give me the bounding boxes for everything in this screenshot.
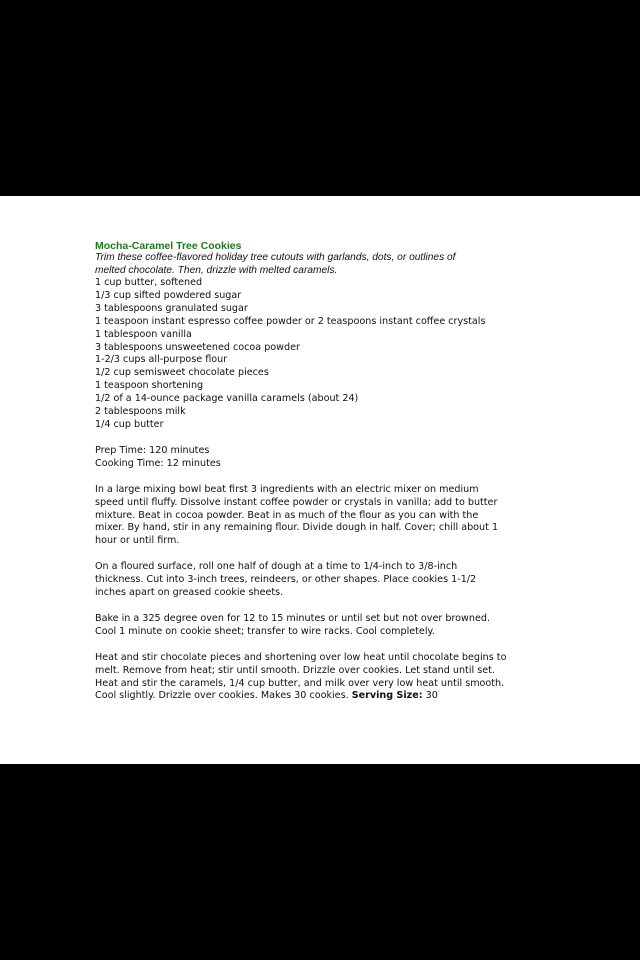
step-line: thickness. Cut into 3-inch trees, reindeers, or other shapes. Place cookies 1-1/2 — [95, 574, 477, 586]
ingredient-item: 2 tablespoons milk — [95, 406, 186, 418]
step-line: In a large mixing bowl beat first 3 ingredients with an electric mixer on medium — [95, 483, 479, 495]
step-paragraph-3 — [95, 613, 565, 639]
serving-size-value: 30 — [425, 690, 438, 702]
step-line: Heat and stir the caramels, 1/4 cup butter, and milk over very low heat until smooth. — [95, 677, 505, 689]
top-black-band — [0, 0, 640, 196]
step-line: melt. Remove from heat; stir until smooth. Drizzle over cookies. Let stand until set. — [95, 664, 495, 676]
ingredient-item: 3 tablespoons granulated sugar — [95, 302, 248, 314]
step-paragraph-2 — [95, 561, 565, 600]
recipe-intro — [95, 252, 565, 277]
bottom-black-band — [0, 764, 640, 960]
ingredient-item: 1 tablespoon vanilla — [95, 328, 192, 340]
step-line: Heat and stir chocolate pieces and shortening over low heat until chocolate begins to — [95, 651, 507, 663]
recipe-content — [95, 240, 565, 703]
step-line: mixer. By hand, stir in any remaining flour. Divide dough in half. Cover; chill about 1 — [95, 522, 499, 534]
prep-time: Prep Time: 120 minutes — [95, 444, 210, 456]
step-paragraph-1 — [95, 484, 565, 549]
ingredient-item: 1/3 cup sifted powdered sugar — [95, 289, 242, 301]
recipe-page — [0, 196, 640, 764]
recipe-times — [95, 445, 565, 471]
step-line: inches apart on greased cookie sheets. — [95, 587, 284, 599]
ingredient-item: 1/2 cup semisweet chocolate pieces — [95, 367, 269, 379]
step-line: speed until fluffy. Dissolve instant coffee powder or crystals in vanilla; add to butter — [95, 496, 498, 508]
step-paragraph-4 — [95, 652, 565, 704]
ingredient-item: 1/2 of a 14-ounce package vanilla caramels (about 24) — [95, 393, 359, 405]
ingredient-item: 1/4 cup butter — [95, 418, 164, 430]
ingredient-item: 1-2/3 cups all-purpose flour — [95, 354, 228, 366]
step-line: mixture. Beat in cocoa powder. Beat in as much of the flour as you can with the — [95, 509, 479, 521]
step-line: Cool 1 minute on cookie sheet; transfer to wire racks. Cool completely. — [95, 625, 435, 637]
ingredient-item: 1 teaspoon shortening — [95, 380, 204, 392]
step-line: On a floured surface, roll one half of dough at a time to 1/4-inch to 3/8-inch — [95, 561, 458, 573]
recipe-title: Mocha-Caramel Tree Cookies — [95, 240, 242, 252]
cooking-time: Cooking Time: 12 minutes — [95, 457, 221, 469]
serving-size-label: Serving Size: — [351, 690, 423, 702]
step-line-text: Cool slightly. Drizzle over cookies. Makes 30 cookies. — [95, 690, 349, 702]
ingredient-item: 1 cup butter, softened — [95, 277, 203, 288]
step-line: Bake in a 325 degree oven for 12 to 15 minutes or until set but not over browned. — [95, 612, 491, 624]
ingredient-item: 3 tablespoons unsweetened cocoa powder — [95, 341, 300, 353]
step-line-last — [95, 690, 565, 703]
intro-line: melted chocolate. Then, drizzle with melted caramels. — [95, 264, 338, 276]
step-line: hour or until firm. — [95, 535, 180, 547]
ingredient-list — [95, 277, 565, 432]
intro-line: Trim these coffee-flavored holiday tree cutouts with garlands, dots, or outlines of — [95, 252, 456, 263]
ingredient-item: 1 teaspoon instant espresso coffee powder or 2 teaspoons instant coffee crystals — [95, 315, 486, 327]
